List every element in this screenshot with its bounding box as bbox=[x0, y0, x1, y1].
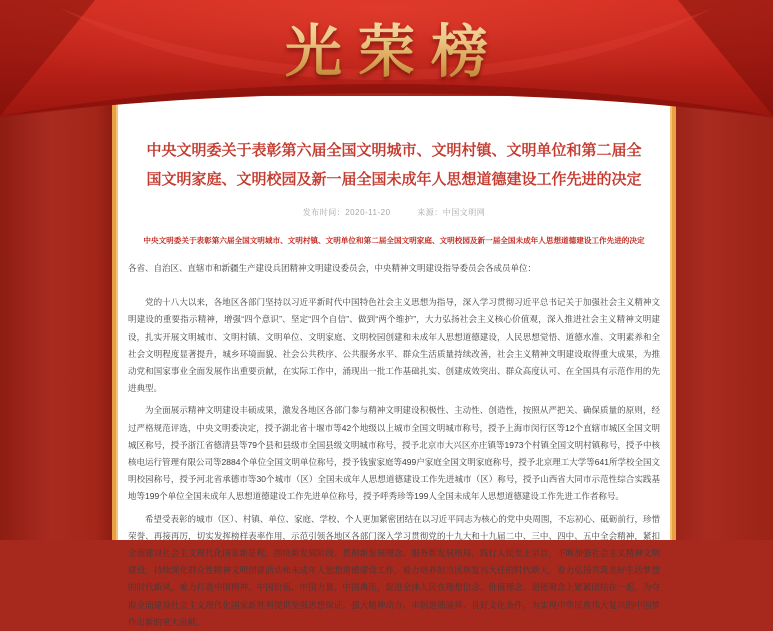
salutation: 各省、自治区、直辖市和新疆生产建设兵团精神文明建设委员会，中央精神文明建设指导委员会各成员单位： bbox=[128, 263, 537, 273]
article-title: 中央文明委关于表彰第六届全国文明城市、文明村镇、文明单位和第二届全国文明家庭、文明校园及新一届全国未成年人思想道德建设工作先进的决定 bbox=[146, 142, 642, 188]
article-source bbox=[417, 208, 485, 217]
article-panel bbox=[112, 96, 676, 627]
article-subtitle: 中央文明委关于表彰第六届全国文明城市、文明村镇、文明单位和第二届全国文明家庭、文明校园及新一届全国未成年人思想道德建设工作先进的决定 bbox=[143, 236, 645, 245]
article-meta bbox=[128, 207, 660, 218]
banner-title: 光荣榜 bbox=[0, 6, 773, 88]
publish-time-label: 发布时间： bbox=[302, 208, 346, 217]
article-body bbox=[128, 294, 660, 631]
body-paragraph: 希望受表彰的城市（区）、村镇、单位、家庭、学校、个人更加紧密团结在以习近平同志为核心的党中央周围，不忘初心、砥砺前行，珍惜荣誉、再接再厉，切实发挥榜样表率作用，示范引领各地区各部门深入学习贯彻党的十九大和十九届二中、三中、四中、五中全会精神，紧扣全面建设社会主义现代化国家新征程，围绕新发展阶段、贯彻新发展理念、服务新发展格局，践行人民至上宗旨，不断加强社会主义精神文明建设，持续深化群众性精神文明创建活动和未成年人思想道德建设工作，着力培养担当民族复兴大任的时代新人，着力弘扬共筑美好生活梦想的时代新风，着力打造中国精神、中国价值、中国力量、中国典范，促进全体人民在理想信念、价值理念、道德观念上紧紧团结在一起，为夺取全面建设社会主义现代化国家新胜利提供坚强思想保证、强大精神动力、丰润道德滋养、良好文化条件，为实现中华民族伟大复兴的中国梦作出新的更大贡献。 bbox=[128, 513, 660, 627]
publish-time-value: 2020-11-20 bbox=[345, 208, 391, 217]
body-paragraph: 党的十八大以来，各地区各部门坚持以习近平新时代中国特色社会主义思想为指导，深入学习贯彻习近平总书记关于加强社会主义精神文明建设的重要指示精神，增强“四个意识”、坚定“四个自信”、做到“两个维护”，大力弘扬社会主义核心价值观，深入推进社会主义精神文明建设，扎实开展文明城市、文明村镇、文明单位、文明家庭、文明校园创建和未成年人思想道德建设，人民思想觉悟、道德水准、文明素养和全社会文明程度显著提升，城乡环境面貌、社会公共秩序、公共服务水平、群众生活质量持续改善，社会主义精神文明建设取得重大成果，为推动党和国家事业全面发展作出重要贡献，在实际工作中，涌现出一批工作基础扎实、创建成效突出、群众高度认可、在全国具有示范作用的先进典型。 bbox=[128, 297, 660, 394]
body-paragraph: 为全面展示精神文明建设丰硕成果，激发各地区各部门参与精神文明建设积极性、主动性、创造性，按照从严把关、确保质量的原则，经过严格规范评选，中央文明委决定，授予湖北省十堰市等42个地级以上城市全国文明城市称号，授予上海市闵行区等12个直辖市城区全国文明城区称号，授予浙江省德清县等79个县和县级市全国县级文明城市称号，授予北京市大兴区亦庄镇等1973个村镇全国文明村镇称号，授予中核核电运行管理有限公司等2884个单位全国文明单位称号，授予钱蜜家庭等499户家庭全国文明家庭称号，授予北京理工大学等641所学校全国文明校园称号，授予河北省承德市等30个城市（区）全国未成年人思想道德建设工作先进城市（区）称号，授予山西省大同市示范性综合实践基地等199个单位全国未成年人思想道德建设工作先进单位称号，授予呼秀珍等199人全国未成年人思想道德建设工作先进工作者称号。 bbox=[128, 405, 660, 502]
source-label: 来源： bbox=[417, 208, 443, 217]
publish-time bbox=[303, 208, 391, 217]
left-curtain-band bbox=[0, 0, 112, 540]
source-value: 中国文明网 bbox=[442, 208, 486, 217]
curtain-swag-highlight bbox=[60, 8, 713, 80]
